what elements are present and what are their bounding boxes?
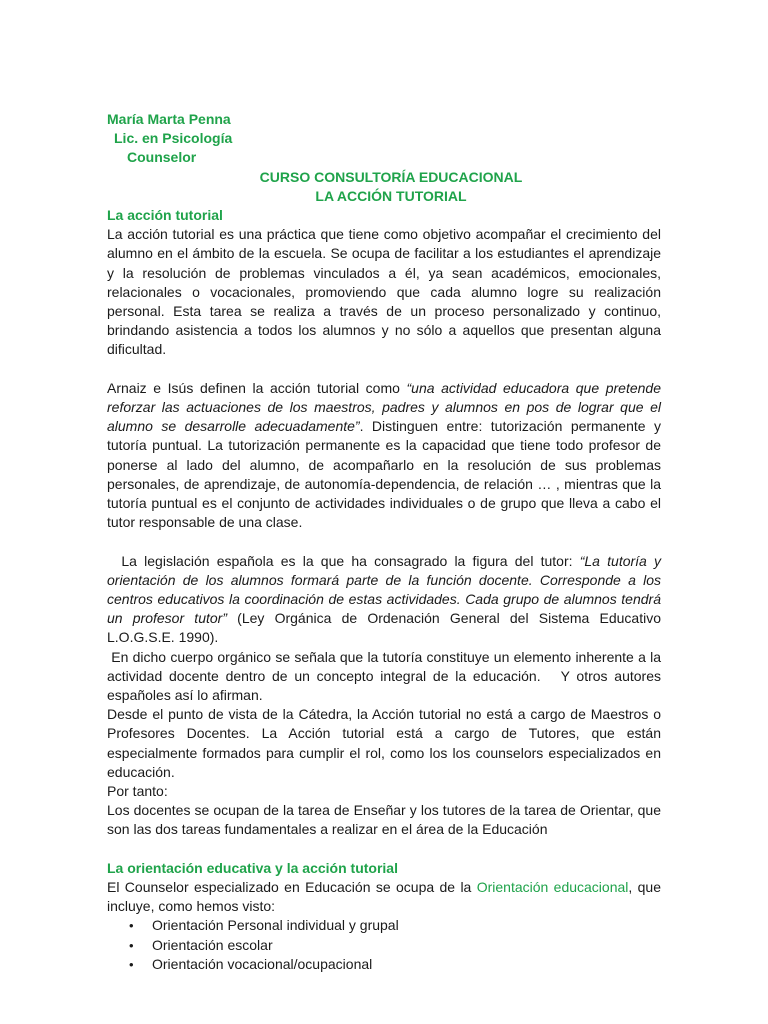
list-item: [107, 936, 661, 955]
paragraph-text: , que incluye, como hemos visto:: [107, 879, 661, 915]
paragraph-text: El Counselor especializado en Educación se ocupa de la: [107, 879, 477, 896]
list-item-label: Orientación Personal individual y grupal: [152, 917, 399, 934]
paragraph-catedra: Desde el punto de vista de la Cátedra, la Acción tutorial no está a cargo de Maestros o Profesores Docentes. La Acción tutorial está a cargo de Tutores, que están especialmente formados para cumplir el rol, como los los counselors especializados en educación.: [107, 706, 661, 780]
list-item: [107, 955, 661, 974]
paragraph-counselor: [107, 878, 661, 916]
paragraph-text: (Ley Orgánica de Ordenación General del Sistema Educativo L.O.G.S.E. 1990).: [107, 610, 662, 646]
author-role: Counselor: [127, 149, 197, 166]
bullet-icon: •: [129, 937, 134, 953]
paragraph-arnaiz-isus: [107, 379, 661, 533]
section-heading-orientacion: La orientación educativa y la acción tutorial: [107, 859, 398, 876]
quote-text: “La tutoría y orientación de los alumnos formará parte de la función docente. Corresponde a los centros educativos la coordinación de estas actividades. Cada grupo de alumnos tendrá un profesor tutor”: [107, 552, 662, 627]
spacer: [107, 532, 661, 551]
author-degree: Lic. en Psicología: [114, 130, 233, 147]
paragraph-text: La legislación española es la que ha consagrado la figura del tutor:: [107, 552, 580, 569]
highlight-text: Orientación educacional: [476, 879, 629, 896]
bullet-icon: •: [129, 956, 134, 972]
orientation-list: [107, 916, 661, 974]
paragraph-text: Arnaiz e Isús definen la acción tutorial como: [107, 379, 407, 396]
quote-text: “una actividad educadora que pretende reforzar las actuaciones de los maestros, padres y alumnos en pos de lograr que el alumno se desarrolle adecuadamente”: [107, 379, 661, 435]
section-heading-accion-tutorial: La acción tutorial: [107, 207, 223, 224]
spacer: [107, 360, 661, 379]
paragraph-conclusion: Los docentes se ocupan de la tarea de Enseñar y los tutores de la tarea de Orientar, que son las dos tareas fundamentales a realizar en el área de la Educación: [107, 802, 661, 838]
paragraph-cuerpo-organico: En dicho cuerpo orgánico se señala que la tutoría constituye un elemento inherente a la actividad docente dentro de un concepto integral de la educación. Y otros autores españoles así lo afirman.: [107, 648, 665, 704]
spacer: [107, 840, 661, 859]
paragraph-por-tanto: Por tanto:: [107, 783, 168, 800]
author-name: María Marta Penna: [107, 111, 231, 127]
paragraph-definition: La acción tutorial es una práctica que tiene como objetivo acompañar el crecimiento del alumno en el ámbito de la escuela. Se ocupa de facilitar a los estudiantes el aprendizaje y la resolución de problemas vinculados a él, ya sean académicos, emocionales, relacionales o vocacionales, promoviendo que cada alumno logre su realización personal. Esta tarea se realiza a través de un proceso personalizado y continuo, brindando asistencia a todos los alumnos y no sólo a aquellos que presentan alguna dificultad.: [107, 226, 661, 358]
document-page: [107, 110, 665, 974]
list-item-label: Orientación vocacional/ocupacional: [152, 955, 373, 972]
paragraph-legislacion: [107, 552, 661, 648]
list-item-label: Orientación escolar: [152, 936, 273, 953]
document-title: LA ACCIÓN TUTORIAL: [315, 187, 467, 204]
bullet-icon: •: [129, 918, 134, 934]
paragraph-text: . Distinguen entre: tutorización permanente y tutoría puntual. La tutorización permanente es la capacidad que tiene todo profesor de ponerse al lado del alumno, de acompañarlo en la resolución de sus problemas personales, de aprendizaje, de autonomía-dependencia, de relación … , mientras que la tutoría puntual es el conjunto de actividades individuales o de grupo que lleva a cabo el tutor responsable de una clase.: [107, 418, 661, 531]
course-title: CURSO CONSULTORÍA EDUCACIONAL: [259, 168, 523, 185]
list-item: [107, 916, 661, 935]
